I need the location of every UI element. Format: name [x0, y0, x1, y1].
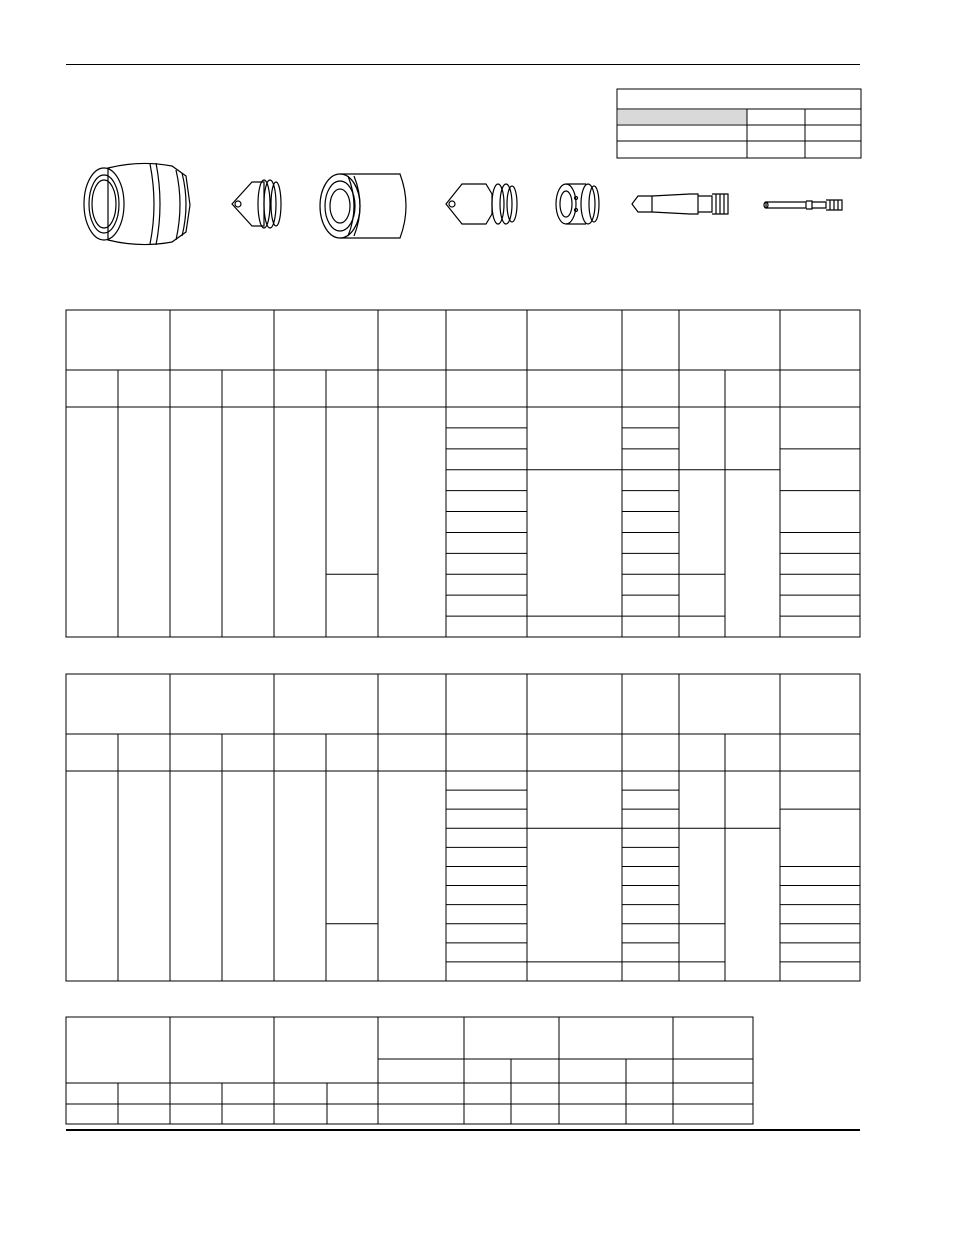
legend-header-shade — [618, 110, 747, 124]
table-3-border — [66, 1017, 753, 1124]
table-1-border — [66, 310, 860, 637]
table-2-border — [66, 674, 860, 981]
